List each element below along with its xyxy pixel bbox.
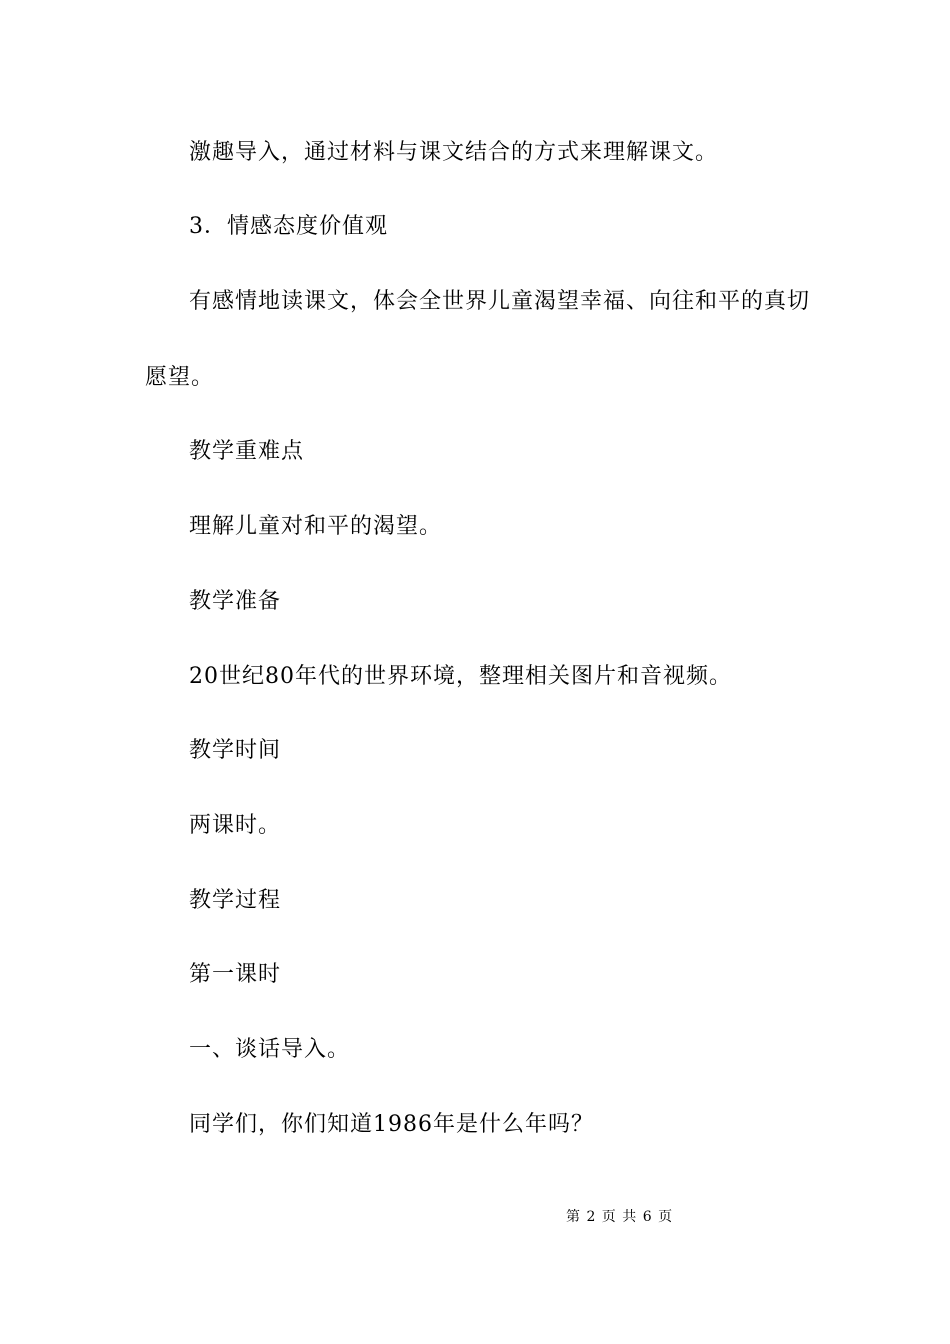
paragraph-intro-method: 激趣导入，通过材料与课文结合的方式来理解课文。 (189, 140, 719, 165)
section-heading-values: 3．情感态度价值观 (189, 214, 388, 239)
paragraph-question: 同学们，你们知道1986年是什么年吗？ (189, 1112, 594, 1137)
section-heading-first-lesson: 第一课时 (189, 962, 282, 987)
paragraph-values: 有感情地读课文，体会全世界儿童渴望幸福、向往和平的真切 (189, 289, 811, 314)
page-number-footer: 第 2 页 共 6 页 (566, 1209, 674, 1225)
section-heading-intro-talk: 一、谈话导入。 (189, 1037, 351, 1062)
section-heading-process: 教学过程 (189, 888, 282, 913)
paragraph-time: 两课时。 (189, 813, 282, 838)
paragraph-preparation: 20世纪80年代的世界环境，整理相关图片和音视频。 (189, 664, 732, 689)
section-heading-key-points: 教学重难点 (189, 439, 305, 464)
paragraph-values-continued: 愿望。 (145, 365, 215, 390)
paragraph-key-points: 理解儿童对和平的渴望。 (189, 514, 443, 539)
section-heading-preparation: 教学准备 (189, 589, 282, 614)
section-heading-time: 教学时间 (189, 738, 282, 763)
